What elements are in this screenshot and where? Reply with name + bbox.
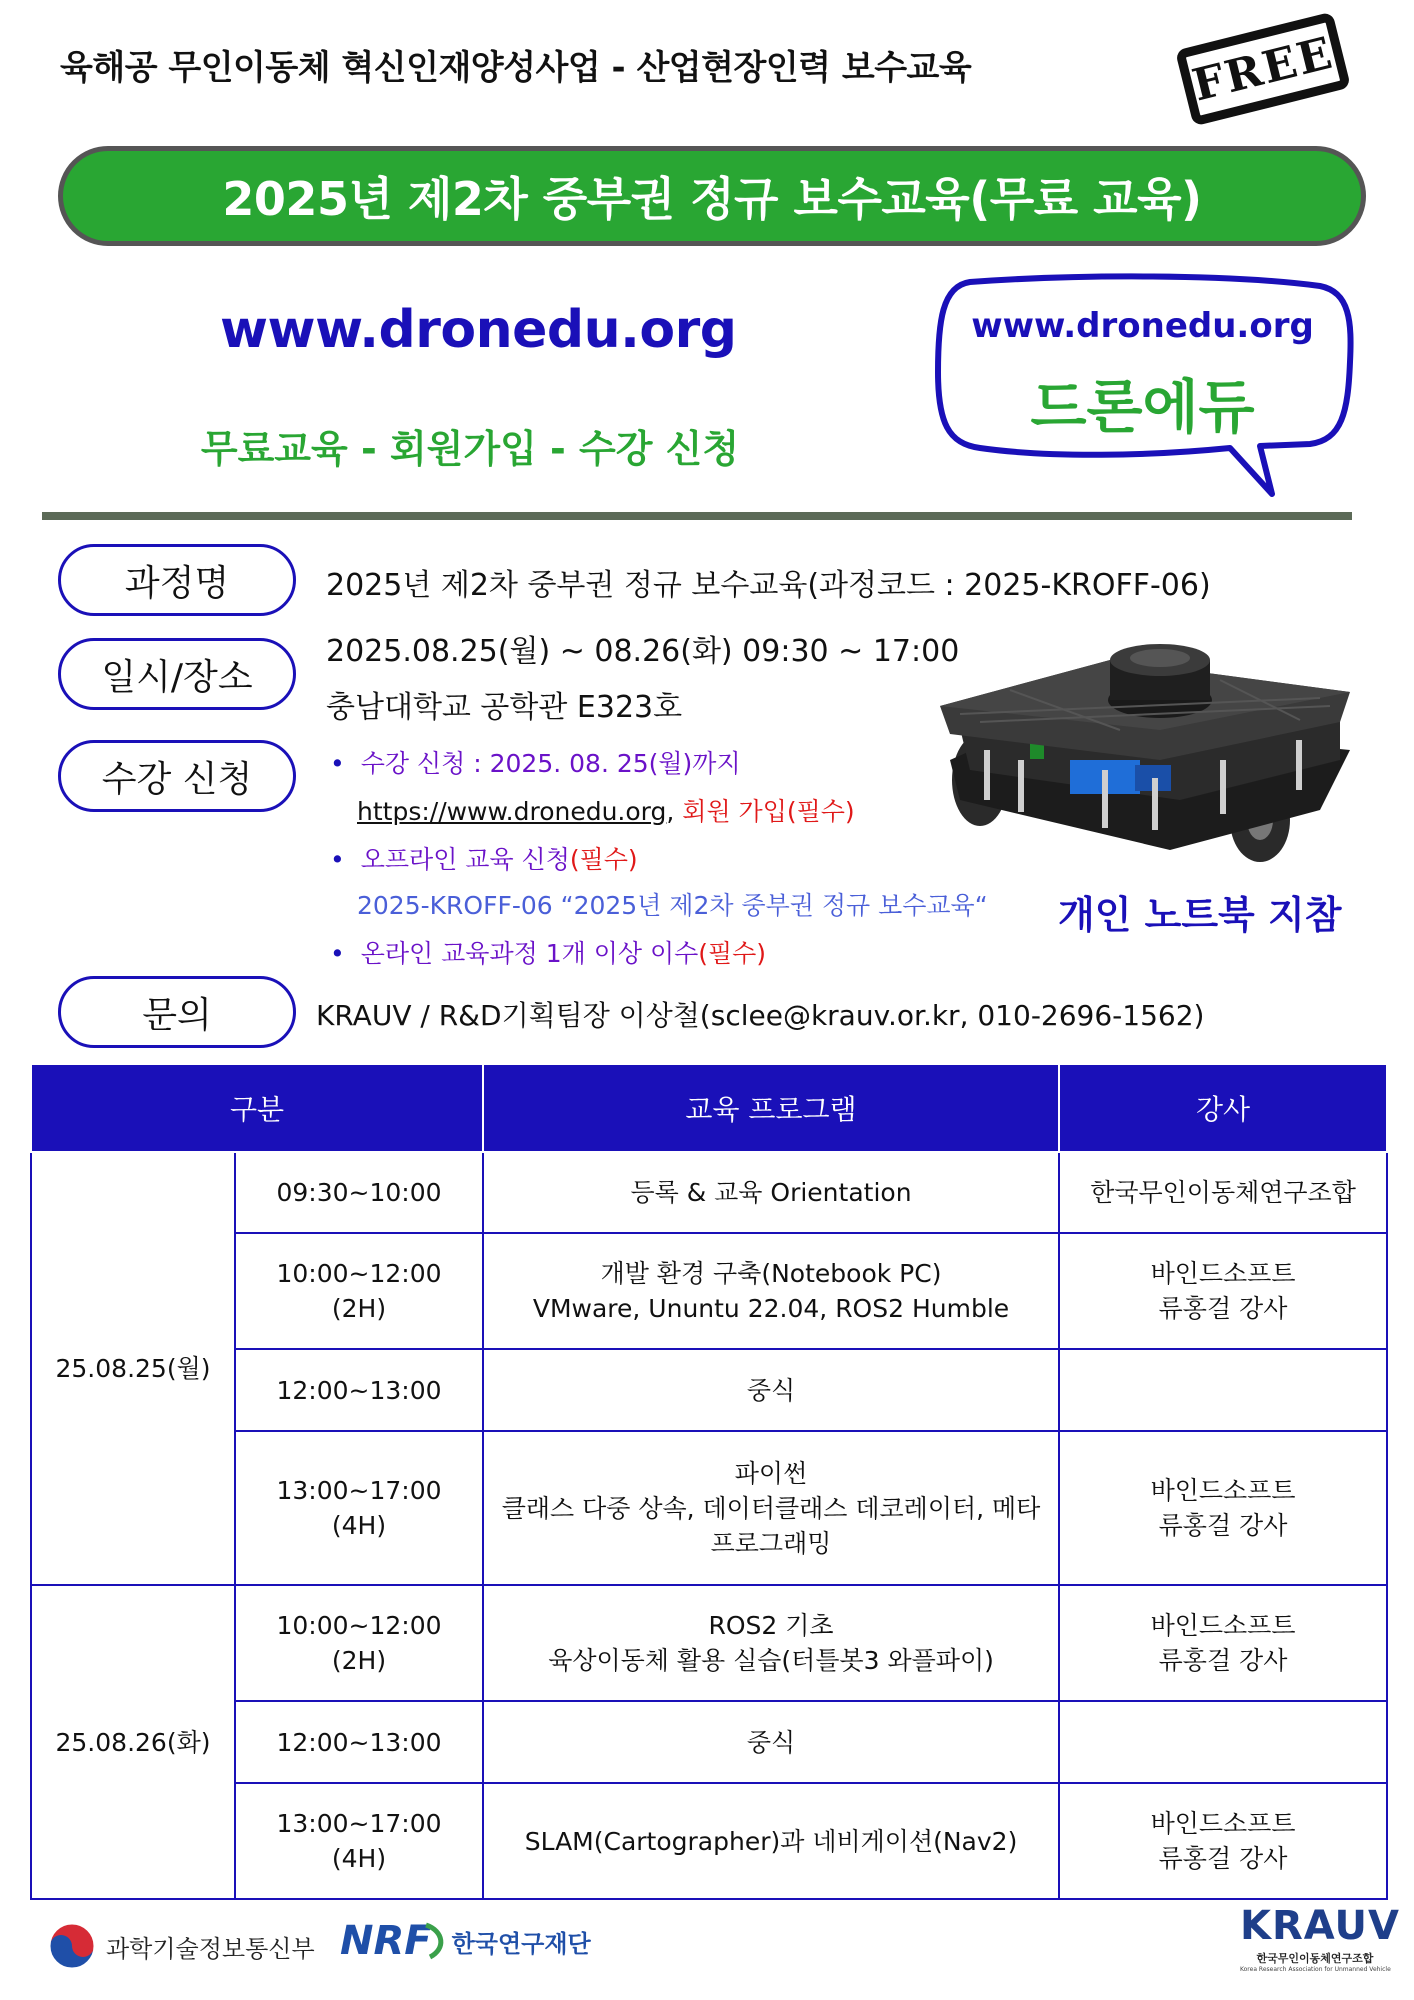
program-cell: 중식 — [483, 1349, 1059, 1431]
table-header-row — [31, 1064, 1387, 1152]
section-divider — [42, 512, 1352, 520]
table-row — [31, 1152, 1387, 1233]
table-row — [31, 1431, 1387, 1585]
course-banner-title: 2025년 제2차 중부권 정규 보수교육(무료 교육) — [222, 172, 1202, 226]
online-required: (필수) — [698, 939, 767, 968]
day-cell: 25.08.25(월) — [31, 1152, 235, 1585]
label-schedule: 일시/장소 — [58, 638, 296, 710]
course-banner — [58, 146, 1366, 246]
program-cell: SLAM(Cartographer)과 네비게이션(Nav2) — [483, 1783, 1059, 1899]
apply-deadline-text: 수강 신청 : 2025. 08. 25(월)까지 — [360, 749, 741, 778]
schedule-table — [30, 1063, 1388, 1900]
program-title: 육해공 무인이동체 혁신인재양성사업 - 산업현장인력 보수교육 — [60, 48, 972, 88]
turtlebot-robot-image — [920, 610, 1360, 880]
instructor-cell — [1059, 1349, 1387, 1431]
krauv-subtitle: Korea Research Association for Unmanned Vehicle — [1240, 1966, 1391, 1973]
nrf-arc-icon — [422, 1921, 448, 1961]
bullet-dot: • — [330, 749, 345, 778]
header-instructor: 강사 — [1059, 1064, 1387, 1152]
header-category: 구분 — [31, 1064, 483, 1152]
bullet-dot: • — [330, 939, 345, 968]
time-cell: 13:00~17:00 (4H) — [235, 1431, 483, 1585]
bullet-dot: • — [330, 845, 345, 874]
course-name: 2025년 제2차 중부권 정규 보수교육(과정코드 : 2025-KROFF-06) — [326, 568, 1211, 603]
apply-link[interactable]: https://www.dronedu.org — [357, 797, 667, 826]
table-row — [31, 1349, 1387, 1431]
free-stamp-text: FREE — [1187, 26, 1339, 112]
instructor-cell: 바인드소프트 류홍걸 강사 — [1059, 1431, 1387, 1585]
table-row — [31, 1783, 1387, 1899]
contact-info: KRAUV / R&D기획팀장 이상철(sclee@krauv.or.kr, 010-2696-1562) — [316, 999, 1205, 1032]
time-cell: 10:00~12:00 (2H) — [235, 1585, 483, 1701]
label-apply: 수강 신청 — [58, 740, 296, 812]
table-row — [31, 1233, 1387, 1349]
site-url[interactable]: www.dronedu.org — [220, 300, 737, 360]
program-cell: 개발 환경 구축(Notebook PC) VMware, Ununtu 22.04, ROS2 Humble — [483, 1233, 1059, 1349]
bubble-brand-name: 드론에듀 — [1030, 373, 1255, 441]
program-cell: 파이썬 클래스 다중 상속, 데이터클래스 데코레이터, 메타 프로그래밍 — [483, 1431, 1059, 1585]
member-required-text: 회원 가입(필수) — [682, 797, 855, 826]
laptop-note: 개인 노트북 지참 — [1058, 893, 1342, 937]
apply-item-deadline — [330, 744, 741, 780]
label-course: 과정명 — [58, 544, 296, 616]
free-stamp — [1175, 12, 1351, 127]
ministry-name: 과학기술정보통신부 — [106, 1934, 315, 1963]
online-label: 온라인 교육과정 1개 이상 이수 — [360, 939, 699, 968]
krauv-name: 한국무인이동체연구조합 — [1256, 1952, 1374, 1965]
instructor-cell: 바인드소프트 류홍걸 강사 — [1059, 1783, 1387, 1899]
ministry-logo — [48, 1922, 315, 1970]
bubble-url[interactable]: www.dronedu.org — [971, 306, 1314, 346]
instructor-cell: 바인드소프트 류홍걸 강사 — [1059, 1585, 1387, 1701]
table-row — [31, 1585, 1387, 1701]
instructor-cell: 바인드소프트 류홍걸 강사 — [1059, 1233, 1387, 1349]
offline-course-text: 2025-KROFF-06 “2025년 제2차 중부권 정규 보수교육“ — [357, 891, 988, 920]
krauv-mark: KRAUV — [1240, 1903, 1400, 1949]
nrf-logo — [340, 1918, 591, 1964]
time-cell: 10:00~12:00 (2H) — [235, 1233, 483, 1349]
apply-link-line — [357, 792, 855, 828]
program-cell: ROS2 기초 육상이동체 활용 실습(터틀봇3 와플파이) — [483, 1585, 1059, 1701]
krauv-logo — [1240, 1903, 1400, 1973]
program-cell: 중식 — [483, 1701, 1059, 1783]
course-place: 충남대학교 공학관 E323호 — [326, 690, 683, 725]
apply-item-offline — [330, 840, 638, 876]
apply-link-comma: , — [666, 797, 683, 826]
offline-required: (필수) — [569, 845, 638, 874]
instructor-cell: 한국무인이동체연구조합 — [1059, 1152, 1387, 1233]
time-cell: 12:00~13:00 — [235, 1349, 483, 1431]
instructor-cell — [1059, 1701, 1387, 1783]
time-cell: 13:00~17:00 (4H) — [235, 1783, 483, 1899]
program-cell: 등록 & 교육 Orientation — [483, 1152, 1059, 1233]
signup-steps: 무료교육 - 회원가입 - 수강 신청 — [200, 427, 740, 471]
offline-label: 오프라인 교육 신청 — [360, 845, 570, 874]
day-cell: 25.08.26(화) — [31, 1585, 235, 1899]
taegeuk-icon — [48, 1922, 96, 1970]
header-program: 교육 프로그램 — [483, 1064, 1059, 1152]
course-datetime: 2025.08.25(월) ~ 08.26(화) 09:30 ~ 17:00 — [326, 634, 960, 669]
table-row — [31, 1701, 1387, 1783]
label-contact: 문의 — [58, 976, 296, 1048]
nrf-name: 한국연구재단 — [451, 1929, 591, 1958]
time-cell: 09:30~10:00 — [235, 1152, 483, 1233]
apply-item-online — [330, 934, 766, 970]
nrf-mark: NRF — [340, 1918, 432, 1964]
time-cell: 12:00~13:00 — [235, 1701, 483, 1783]
